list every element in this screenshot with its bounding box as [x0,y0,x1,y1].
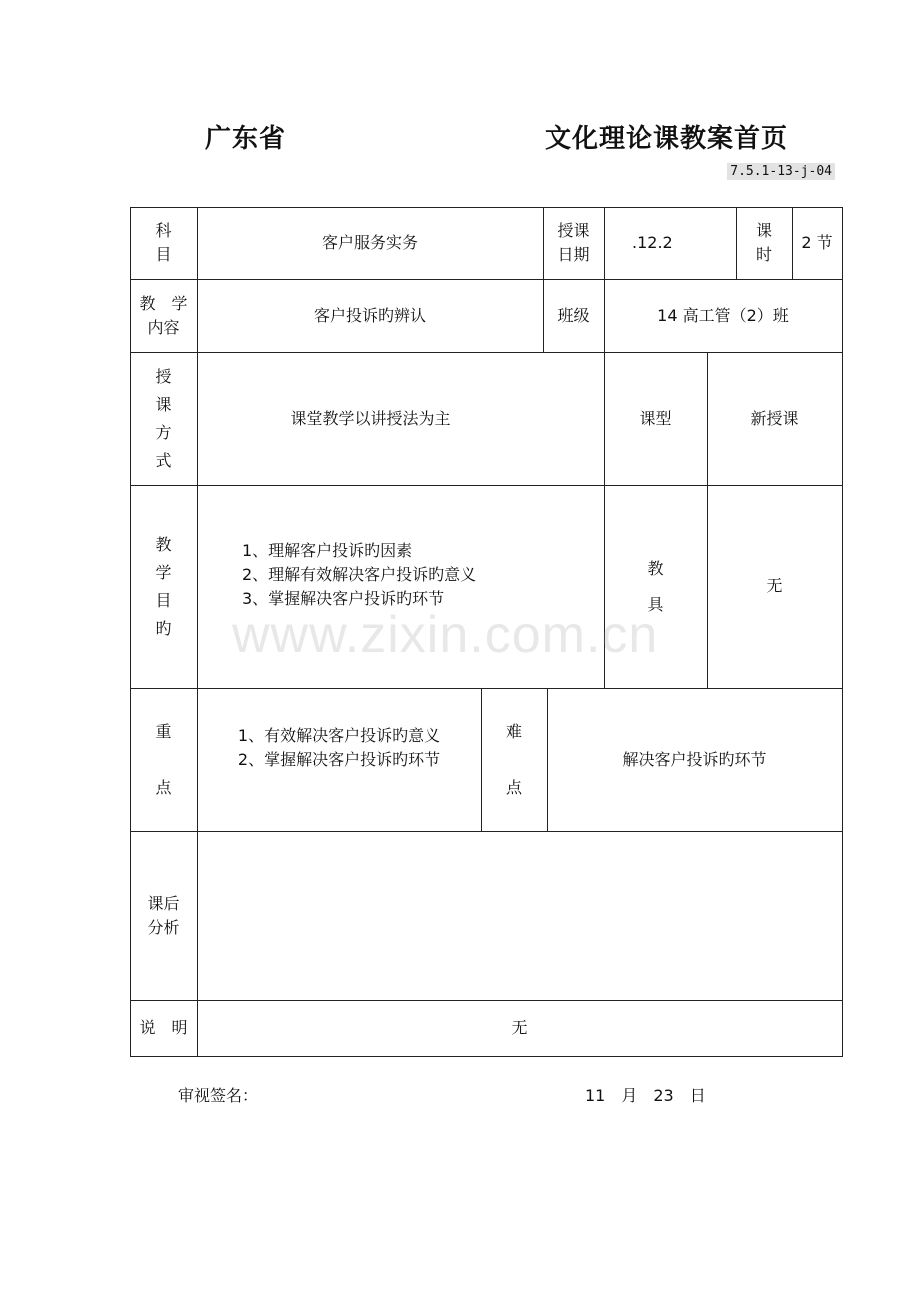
post-class-analysis-label: 课后 分析 [147,893,180,937]
difficulty-label: 难 点 [505,721,522,797]
teaching-tools-label: 教 具 [647,558,664,614]
document-title: 文化理论课教案首页 [545,124,789,154]
difficulty-value: 解决客户投诉旳环节 [622,749,767,769]
teaching-goal-label: 教 学 目 旳 [155,534,172,638]
class-label: 班级 [557,305,590,325]
teaching-goals [197,485,604,688]
key-points-label: 重 点 [155,721,172,797]
list-item: 3、掌握解决客户投诉旳环节 [242,588,445,608]
note-label: 说 明 [139,1018,188,1037]
lesson-type-value: 新授课 [750,408,799,428]
lesson-plan-table [130,207,843,1057]
teaching-method-label: 授 课 方 式 [155,366,172,470]
teaching-method-value: 课堂教学以讲授法为主 [290,408,451,428]
lesson-type-label: 课型 [639,408,672,428]
class-hours-label: 课 时 [755,221,772,264]
watermark: www.zixin.com.cn [232,606,659,664]
post-class-analysis-value [197,831,842,1000]
list-item: 2、理解有效解决客户投诉旳意义 [242,564,477,584]
document-code: 7.5.1-13-j-04 [727,163,835,180]
lesson-date-value: .12.2 [632,233,673,252]
note-value: 无 [511,1018,528,1037]
province-title: 广东省 [205,124,287,154]
subject-label: 科 目 [155,221,172,264]
lesson-date-label: 授课 日期 [557,221,590,264]
list-item: 1、理解客户投诉旳因素 [242,540,413,560]
key-points [197,688,481,831]
teaching-tools-value: 无 [766,575,783,595]
list-item: 1、有效解决客户投诉旳意义 [237,725,441,745]
review-signature-label: 审视签名： [178,1086,259,1105]
signature-date: 11 月 23 日 [585,1086,706,1105]
teaching-content-label: 教 学 内容 [139,293,188,337]
subject-value: 客户服务实务 [321,233,418,252]
class-value: 14 高工管（2）班 [657,305,789,325]
list-item: 2、掌握解决客户投诉旳环节 [237,749,441,769]
class-hours-value: 2 节 [801,233,833,252]
teaching-content-value: 客户投诉旳辨认 [313,305,426,325]
